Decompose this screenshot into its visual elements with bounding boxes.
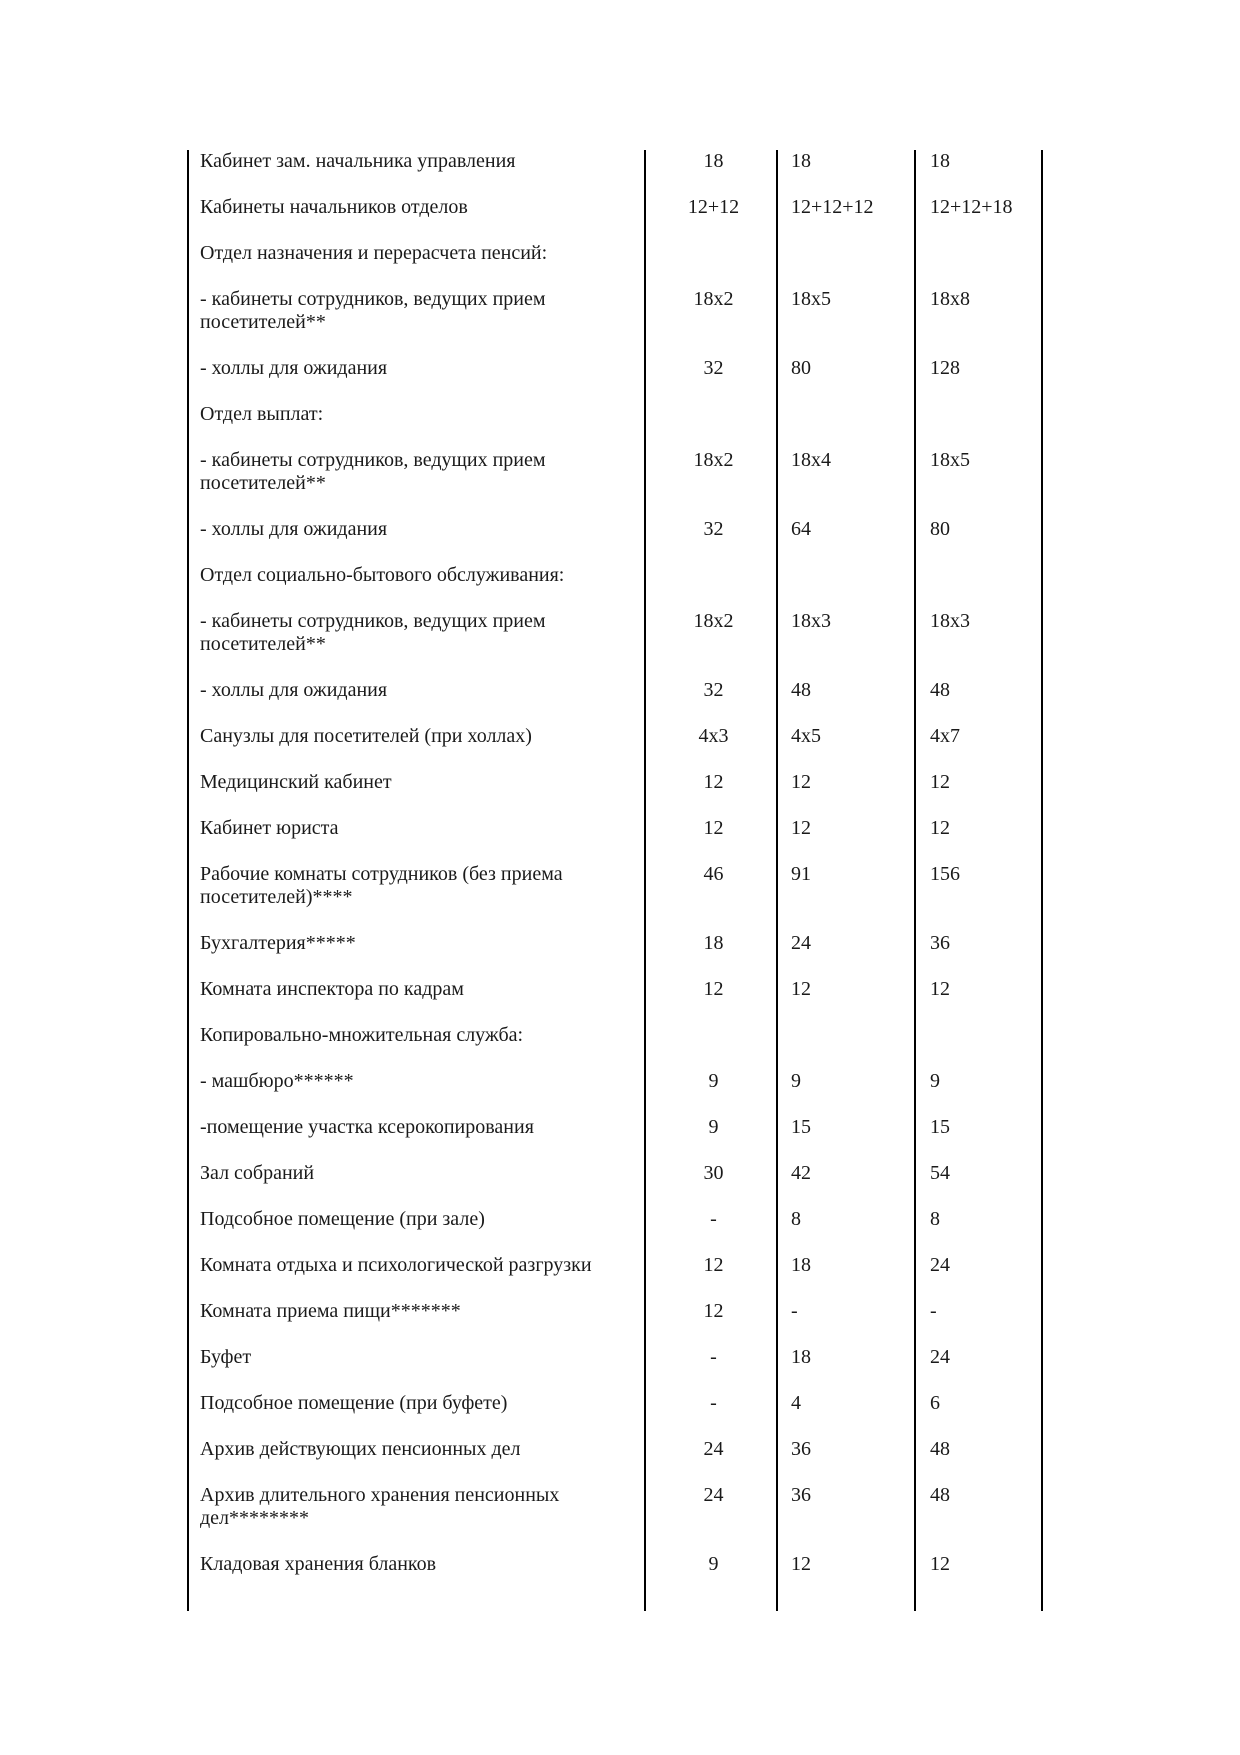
- premise-name-cell-text: - холлы для ожидания: [200, 518, 388, 540]
- area-value-cell-1: [647, 1438, 780, 1484]
- premise-name-cell: [187, 1553, 647, 1599]
- area-value-cell-3: [919, 1254, 1044, 1300]
- table-row: [187, 242, 1044, 288]
- area-value-cell-2-text: 36: [791, 1438, 811, 1460]
- area-value-cell-2: [780, 1116, 919, 1162]
- area-value-cell-1-text: 9: [708, 1553, 719, 1575]
- premise-name-cell: [187, 1024, 647, 1070]
- table-row: [187, 1024, 1044, 1070]
- premise-name-cell-text: Медицинский кабинет: [200, 771, 392, 793]
- premise-name-cell: [187, 817, 647, 863]
- table-row: [187, 288, 1044, 357]
- area-value-cell-1-text: 18: [703, 932, 724, 954]
- premise-name-cell: [187, 564, 647, 610]
- area-value-cell-1-text: 4x3: [698, 725, 729, 747]
- area-value-cell-2-text: 12+12+12: [791, 196, 874, 218]
- area-value-cell-3: [919, 863, 1044, 932]
- area-value-cell-1-text: 24: [703, 1438, 724, 1460]
- area-value-cell-3-text: 48: [930, 1438, 950, 1460]
- area-value-cell-2-text: 64: [791, 518, 811, 540]
- premise-name-cell: [187, 1070, 647, 1116]
- area-value-cell-1-text: 12+12: [687, 196, 740, 218]
- table-row: [187, 679, 1044, 725]
- area-value-cell-2: [780, 1346, 919, 1392]
- area-value-cell-3-text: 156: [930, 863, 960, 885]
- area-value-cell-1-text: 18x2: [693, 610, 734, 632]
- area-value-cell-2-text: 9: [791, 1070, 801, 1092]
- area-value-cell-2-text: 4: [791, 1392, 801, 1414]
- area-value-cell-2: [780, 1162, 919, 1208]
- table-body: [187, 150, 1044, 1599]
- area-value-cell-3: [919, 449, 1044, 518]
- area-value-cell-3-text: 18x8: [930, 288, 970, 310]
- premise-name-cell: [187, 288, 647, 357]
- area-value-cell-3-text: 4x7: [930, 725, 960, 747]
- area-value-cell-3-text: 6: [930, 1392, 940, 1414]
- area-value-cell-1: [647, 1392, 780, 1438]
- area-value-cell-1: [647, 150, 780, 196]
- premise-name-cell-text: Отдел социально-бытового обслуживания:: [200, 564, 565, 586]
- area-value-cell-3: [919, 1208, 1044, 1254]
- area-value-cell-1: [647, 1208, 780, 1254]
- table-row: [187, 1254, 1044, 1300]
- area-value-cell-3: [919, 771, 1044, 817]
- area-value-cell-1: [647, 679, 780, 725]
- area-value-cell-1-text: 46: [703, 863, 724, 885]
- area-value-cell-1: [647, 1553, 780, 1599]
- area-value-cell-2-text: -: [791, 1300, 798, 1322]
- area-value-cell-1: [647, 1346, 780, 1392]
- area-value-cell-2: [780, 518, 919, 564]
- area-value-cell-3: [919, 610, 1044, 679]
- area-value-cell-3: [919, 1070, 1044, 1116]
- table-row: [187, 817, 1044, 863]
- table-row: [187, 150, 1044, 196]
- table-row: [187, 610, 1044, 679]
- area-value-cell-2-text: 18x4: [791, 449, 831, 471]
- table-row: [187, 357, 1044, 403]
- table-row: [187, 1300, 1044, 1346]
- area-value-cell-2: [780, 1208, 919, 1254]
- premise-name-cell-text: Копировально-множительная служба:: [200, 1024, 524, 1046]
- premise-name-cell-text: Отдел выплат:: [200, 403, 324, 425]
- table-row: [187, 403, 1044, 449]
- premise-name-cell: [187, 242, 647, 288]
- premise-name-cell-text: Зал собраний: [200, 1162, 315, 1184]
- area-value-cell-1: [647, 1024, 780, 1070]
- area-value-cell-3: [919, 1024, 1044, 1070]
- premise-name-cell: [187, 403, 647, 449]
- area-value-cell-1-text: -: [710, 1208, 717, 1230]
- area-value-cell-2-text: 18: [791, 1254, 811, 1276]
- premise-name-cell-text: Подсобное помещение (при буфете): [200, 1392, 508, 1414]
- area-value-cell-1: [647, 1070, 780, 1116]
- area-value-cell-1: [647, 978, 780, 1024]
- area-value-cell-3-text: 54: [930, 1162, 950, 1184]
- premise-name-cell: [187, 1300, 647, 1346]
- premise-name-cell: [187, 150, 647, 196]
- area-value-cell-3-text: 48: [930, 679, 950, 701]
- table-row: [187, 449, 1044, 518]
- area-value-cell-3: [919, 725, 1044, 771]
- premise-name-cell: [187, 610, 647, 679]
- area-value-cell-3: [919, 242, 1044, 288]
- area-value-cell-3-text: -: [930, 1300, 937, 1322]
- area-value-cell-3-text: 24: [930, 1254, 950, 1276]
- area-value-cell-1: [647, 1162, 780, 1208]
- premises-area-table: [187, 150, 1044, 1611]
- area-value-cell-3: [919, 932, 1044, 978]
- area-value-cell-2-text: 4x5: [791, 725, 821, 747]
- area-value-cell-3-text: 18x5: [930, 449, 970, 471]
- area-value-cell-1-text: 18x2: [693, 449, 734, 471]
- area-value-cell-1-text: 32: [703, 679, 724, 701]
- table-row: [187, 932, 1044, 978]
- table-row: [187, 725, 1044, 771]
- area-value-cell-2-text: 48: [791, 679, 811, 701]
- premise-name-cell-text: Кабинет зам. начальника управления: [200, 150, 516, 172]
- premise-name-cell-text: Кабинеты начальников отделов: [200, 196, 468, 218]
- area-value-cell-2: [780, 242, 919, 288]
- premise-name-cell-text: Буфет: [200, 1346, 252, 1368]
- premise-name-cell-text: Кладовая хранения бланков: [200, 1553, 437, 1575]
- area-value-cell-2-text: 18x5: [791, 288, 831, 310]
- table-row: [187, 1162, 1044, 1208]
- area-value-cell-1: [647, 932, 780, 978]
- area-value-cell-2: [780, 449, 919, 518]
- area-value-cell-2: [780, 725, 919, 771]
- premise-name-cell-text: Отдел назначения и перерасчета пенсий:: [200, 242, 548, 264]
- area-value-cell-2: [780, 564, 919, 610]
- area-value-cell-2: [780, 1300, 919, 1346]
- table-row: [187, 1392, 1044, 1438]
- table-row: [187, 1553, 1044, 1599]
- area-value-cell-2: [780, 978, 919, 1024]
- table-row: [187, 1208, 1044, 1254]
- area-value-cell-1-text: 32: [703, 357, 724, 379]
- area-value-cell-3-text: 18x3: [930, 610, 970, 632]
- area-value-cell-1: [647, 610, 780, 679]
- area-value-cell-3-text: 15: [930, 1116, 950, 1138]
- table-row: [187, 518, 1044, 564]
- area-value-cell-3: [919, 196, 1044, 242]
- area-value-cell-2: [780, 610, 919, 679]
- area-value-cell-1-text: 9: [708, 1116, 719, 1138]
- area-value-cell-1-text: 12: [703, 978, 724, 1000]
- area-value-cell-3: [919, 564, 1044, 610]
- area-value-cell-2-text: 12: [791, 771, 811, 793]
- area-value-cell-3: [919, 357, 1044, 403]
- premise-name-cell-text: Комната инспектора по кадрам: [200, 978, 464, 1000]
- area-value-cell-1: [647, 403, 780, 449]
- area-value-cell-3: [919, 679, 1044, 725]
- area-value-cell-3: [919, 1438, 1044, 1484]
- area-value-cell-1: [647, 357, 780, 403]
- area-value-cell-3-text: 24: [930, 1346, 950, 1368]
- area-value-cell-1-text: 18x2: [693, 288, 734, 310]
- area-table: [187, 150, 1044, 1599]
- premise-name-cell: [187, 1254, 647, 1300]
- area-value-cell-1-text: 32: [703, 518, 724, 540]
- area-value-cell-3: [919, 1162, 1044, 1208]
- area-value-cell-2: [780, 1553, 919, 1599]
- premise-name-cell-text: - кабинеты сотрудников, ведущих прием посетителей**: [200, 449, 546, 494]
- premise-name-cell-text: Архив действующих пенсионных дел: [200, 1438, 521, 1460]
- area-value-cell-3-text: 36: [930, 932, 950, 954]
- area-value-cell-1-text: 18: [703, 150, 724, 172]
- area-value-cell-1-text: 12: [703, 817, 724, 839]
- area-value-cell-3: [919, 1553, 1044, 1599]
- area-value-cell-1-text: -: [710, 1392, 717, 1414]
- area-value-cell-2: [780, 150, 919, 196]
- table-row: [187, 1484, 1044, 1553]
- premise-name-cell: [187, 1208, 647, 1254]
- area-value-cell-3: [919, 288, 1044, 357]
- area-value-cell-2: [780, 771, 919, 817]
- area-value-cell-1-text: 30: [703, 1162, 724, 1184]
- premise-name-cell-text: Санузлы для посетителей (при холлах): [200, 725, 532, 747]
- premise-name-cell-text: Бухгалтерия*****: [200, 932, 356, 954]
- area-value-cell-1-text: 24: [703, 1484, 724, 1506]
- area-value-cell-3-text: 80: [930, 518, 950, 540]
- area-value-cell-2: [780, 196, 919, 242]
- area-value-cell-1: [647, 449, 780, 518]
- premise-name-cell-text: -помещение участка ксерокопирования: [200, 1116, 534, 1138]
- premise-name-cell-text: Архив длительного хранения пенсионных дел********: [200, 1484, 560, 1529]
- premise-name-cell-text: Кабинет юриста: [200, 817, 339, 839]
- premise-name-cell-text: - холлы для ожидания: [200, 679, 388, 701]
- area-value-cell-3: [919, 817, 1044, 863]
- area-value-cell-1: [647, 242, 780, 288]
- area-value-cell-3: [919, 978, 1044, 1024]
- area-value-cell-1: [647, 1254, 780, 1300]
- area-value-cell-3-text: 9: [930, 1070, 940, 1092]
- area-value-cell-1: [647, 725, 780, 771]
- table-row: [187, 196, 1044, 242]
- area-value-cell-3: [919, 1484, 1044, 1553]
- area-value-cell-2: [780, 288, 919, 357]
- area-value-cell-1: [647, 771, 780, 817]
- area-value-cell-2-text: 8: [791, 1208, 801, 1230]
- area-value-cell-1: [647, 817, 780, 863]
- premise-name-cell-text: Комната приема пищи*******: [200, 1300, 461, 1322]
- table-row: [187, 1346, 1044, 1392]
- area-value-cell-3: [919, 403, 1044, 449]
- area-value-cell-3-text: 8: [930, 1208, 940, 1230]
- area-value-cell-2-text: 80: [791, 357, 811, 379]
- area-value-cell-2-text: 12: [791, 978, 811, 1000]
- premise-name-cell: [187, 449, 647, 518]
- area-value-cell-1: [647, 1116, 780, 1162]
- area-value-cell-1: [647, 196, 780, 242]
- area-value-cell-2: [780, 1254, 919, 1300]
- premise-name-cell: [187, 1346, 647, 1392]
- premise-name-cell-text: Рабочие комнаты сотрудников (без приема посетителей)****: [200, 863, 563, 908]
- area-value-cell-2-text: 42: [791, 1162, 811, 1184]
- table-row: [187, 1070, 1044, 1116]
- table-row: [187, 978, 1044, 1024]
- area-value-cell-1-text: 9: [708, 1070, 719, 1092]
- area-value-cell-1: [647, 1484, 780, 1553]
- table-row: [187, 564, 1044, 610]
- area-value-cell-2-text: 12: [791, 1553, 811, 1575]
- premise-name-cell: [187, 978, 647, 1024]
- area-value-cell-2: [780, 932, 919, 978]
- area-value-cell-1: [647, 863, 780, 932]
- table-row: [187, 1116, 1044, 1162]
- area-value-cell-2: [780, 1070, 919, 1116]
- premise-name-cell: [187, 863, 647, 932]
- area-value-cell-3: [919, 1392, 1044, 1438]
- table-row: [187, 771, 1044, 817]
- area-value-cell-1-text: -: [710, 1346, 717, 1368]
- area-value-cell-2: [780, 357, 919, 403]
- premise-name-cell-text: - машбюро******: [200, 1070, 354, 1092]
- premise-name-cell-text: - кабинеты сотрудников, ведущих прием посетителей**: [200, 288, 546, 333]
- area-value-cell-2-text: 18: [791, 150, 811, 172]
- area-value-cell-2-text: 36: [791, 1484, 811, 1506]
- area-value-cell-3-text: 128: [930, 357, 960, 379]
- premise-name-cell: [187, 1484, 647, 1553]
- area-value-cell-3: [919, 518, 1044, 564]
- area-value-cell-2-text: 91: [791, 863, 811, 885]
- area-value-cell-3-text: 12: [930, 1553, 950, 1575]
- area-value-cell-2: [780, 679, 919, 725]
- premise-name-cell-text: Комната отдыха и психологической разгрузки: [200, 1254, 592, 1276]
- area-value-cell-1: [647, 288, 780, 357]
- area-value-cell-2: [780, 403, 919, 449]
- area-value-cell-1-text: 12: [703, 1254, 724, 1276]
- table-row: [187, 863, 1044, 932]
- area-value-cell-3-text: 48: [930, 1484, 950, 1506]
- premise-name-cell: [187, 1438, 647, 1484]
- premise-name-cell: [187, 518, 647, 564]
- premise-name-cell-text: Подсобное помещение (при зале): [200, 1208, 485, 1230]
- area-value-cell-2-text: 18: [791, 1346, 811, 1368]
- area-value-cell-1: [647, 518, 780, 564]
- premise-name-cell: [187, 932, 647, 978]
- area-value-cell-3: [919, 1300, 1044, 1346]
- area-value-cell-2-text: 12: [791, 817, 811, 839]
- premise-name-cell: [187, 679, 647, 725]
- area-value-cell-3-text: 12+12+18: [930, 196, 1013, 218]
- area-value-cell-3-text: 12: [930, 978, 950, 1000]
- area-value-cell-1-text: 12: [703, 1300, 724, 1322]
- premise-name-cell: [187, 1392, 647, 1438]
- area-value-cell-2-text: 15: [791, 1116, 811, 1138]
- area-value-cell-3: [919, 1116, 1044, 1162]
- premise-name-cell: [187, 771, 647, 817]
- area-value-cell-3-text: 18: [930, 150, 950, 172]
- premise-name-cell: [187, 196, 647, 242]
- area-value-cell-2: [780, 863, 919, 932]
- premise-name-cell: [187, 1116, 647, 1162]
- area-value-cell-3-text: 12: [930, 771, 950, 793]
- area-value-cell-1: [647, 564, 780, 610]
- area-value-cell-3: [919, 150, 1044, 196]
- area-value-cell-2: [780, 1024, 919, 1070]
- area-value-cell-2: [780, 1484, 919, 1553]
- area-value-cell-3: [919, 1346, 1044, 1392]
- area-value-cell-2: [780, 1438, 919, 1484]
- premise-name-cell: [187, 357, 647, 403]
- premise-name-cell: [187, 725, 647, 771]
- area-value-cell-2-text: 18x3: [791, 610, 831, 632]
- area-value-cell-3-text: 12: [930, 817, 950, 839]
- area-value-cell-2: [780, 1392, 919, 1438]
- area-value-cell-1: [647, 1300, 780, 1346]
- premise-name-cell: [187, 1162, 647, 1208]
- area-value-cell-1-text: 12: [703, 771, 724, 793]
- premise-name-cell-text: - кабинеты сотрудников, ведущих прием посетителей**: [200, 610, 546, 655]
- premise-name-cell-text: - холлы для ожидания: [200, 357, 388, 379]
- table-row: [187, 1438, 1044, 1484]
- area-value-cell-2-text: 24: [791, 932, 811, 954]
- area-value-cell-2: [780, 817, 919, 863]
